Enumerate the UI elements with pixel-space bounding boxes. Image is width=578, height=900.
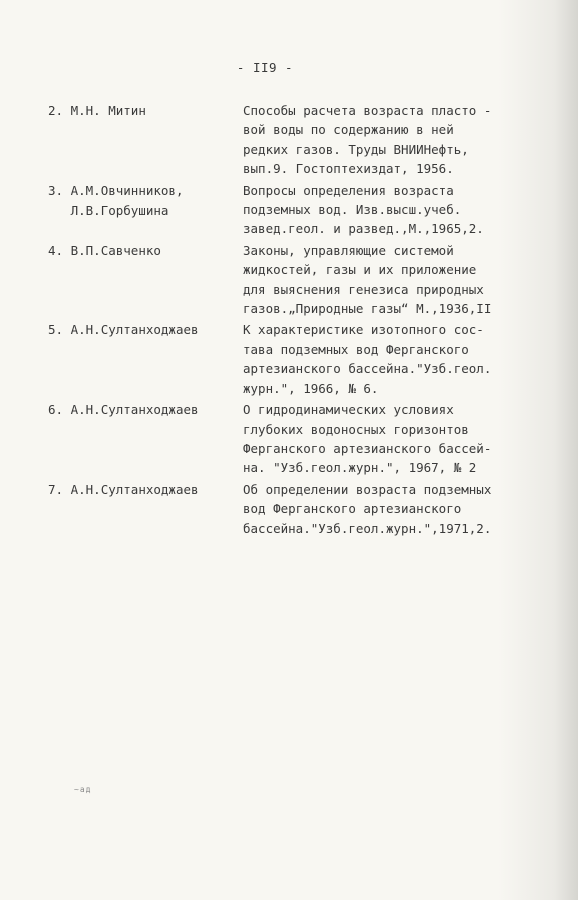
reference-line: жидкостей, газы и их приложение xyxy=(243,262,477,278)
reference-line: подземных вод. Изв.высш.учеб. xyxy=(243,202,462,218)
reference-line: О гидродинамических условиях xyxy=(243,402,454,418)
reference-number: 3. xyxy=(48,182,64,198)
reference-line: редких газов. Труды ВНИИНефть, xyxy=(243,141,469,157)
reference-line: Законы, управляющие системой xyxy=(243,242,454,258)
reference-line: Об определении возраста подземных xyxy=(243,481,492,497)
reference-line: тава подземных вод Ферганского xyxy=(243,341,469,357)
reference-author xyxy=(48,320,243,398)
reference-item xyxy=(48,241,528,319)
reference-line: вод Ферганского артезианского xyxy=(243,501,462,517)
reference-list xyxy=(48,101,528,540)
reference-number: 7. xyxy=(48,481,64,497)
author-name: Л.В.Горбушина xyxy=(70,202,169,218)
reference-author xyxy=(48,241,243,319)
reference-author xyxy=(48,480,243,538)
reference-number: 5. xyxy=(48,322,64,338)
reference-item xyxy=(48,480,528,538)
reference-line: вып.9. Гостоптехиздат, 1956. xyxy=(243,161,454,177)
stray-ink-mark: ~ад xyxy=(74,785,92,794)
reference-line: артезианского бассейна."Узб.геол. xyxy=(243,361,492,377)
reference-line: вой воды по содержанию в ней xyxy=(243,122,454,138)
reference-number: 6. xyxy=(48,402,64,418)
reference-author xyxy=(48,101,243,179)
reference-item xyxy=(48,320,528,398)
reference-line: газов.„Природные газы“ М.,1936,II xyxy=(243,301,492,317)
reference-line: завед.геол. и развед.,М.,1965,2. xyxy=(243,221,484,237)
reference-line: глубоких водоносных горизонтов xyxy=(243,421,469,437)
reference-text xyxy=(243,181,528,239)
author-name: М.Н. Митин xyxy=(70,103,146,118)
reference-item xyxy=(48,101,528,179)
reference-line: на. "Узб.геол.журн.", 1967, № 2 xyxy=(243,460,477,476)
reference-line: Вопросы определения возраста xyxy=(243,182,454,198)
reference-text xyxy=(243,480,528,538)
reference-item xyxy=(48,400,528,478)
author-name: В.П.Савченко xyxy=(70,242,161,258)
page-number: - II9 - xyxy=(236,60,294,75)
reference-text xyxy=(243,241,528,319)
reference-author xyxy=(48,181,243,239)
author-name: А.Н.Султанходжаев xyxy=(70,402,199,418)
author-name: А.М.Овчинников, xyxy=(70,182,184,198)
reference-number: 2. xyxy=(48,103,64,118)
reference-line: Ферганского артезианского бассей- xyxy=(243,440,492,456)
reference-number: 4. xyxy=(48,242,64,258)
reference-author xyxy=(48,400,243,478)
author-name: А.Н.Султанходжаев xyxy=(70,481,199,497)
reference-line: К характеристике изотопного сос- xyxy=(243,322,484,338)
reference-text xyxy=(243,320,528,398)
reference-text xyxy=(243,101,528,179)
reference-line: Способы расчета возраста пласто - xyxy=(243,103,492,118)
reference-text xyxy=(243,400,528,478)
author-name: А.Н.Султанходжаев xyxy=(70,322,199,338)
reference-line: журн.", 1966, № 6. xyxy=(243,380,379,396)
reference-line: для выяснения генезиса природных xyxy=(243,281,484,297)
reference-item xyxy=(48,181,528,239)
reference-line: бассейна."Узб.геол.журн.",1971,2. xyxy=(243,520,492,536)
